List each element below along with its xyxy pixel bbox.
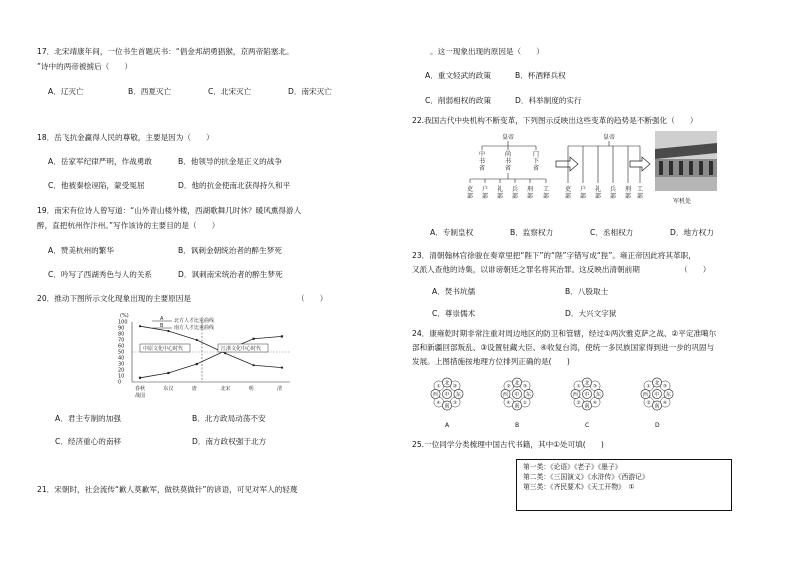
q25-row-2: 第二类：《三国演义》《水浒传》《西游记》 [523, 472, 649, 481]
q20-x-tick-label: 明 [248, 386, 254, 392]
q22-option-d: D．地方权力 [670, 228, 714, 237]
q18-stem: 18．岳飞抗金赢得人民的尊敬，主要是因为（ ） [37, 133, 214, 142]
q21-option-d: D．科举制度的实行 [515, 96, 582, 105]
q22-grand-council-photo [655, 131, 717, 207]
q19-option-d: D．讽刺南宋统治者的醉生梦死 [178, 270, 283, 279]
q22-middle-ministry-label: 工 [637, 186, 644, 193]
q20-zone-central-plains: 中原文化中心时代 [143, 346, 184, 352]
q17-stem-line2: ”诗中的两帝被掳后（ ） [37, 62, 133, 71]
q19-stem-line1: 19．南宋有位诗人曾写道：“山外青山楼外楼，西湖歌舞几时休？暖风熏得游人 [37, 206, 302, 215]
q24-direction-label: 东 [455, 391, 461, 398]
q24-direction-label: 东 [665, 391, 671, 398]
q22-middle-ministry-label: 部 [595, 193, 602, 200]
q21-option-a: A．重文轻武的政策 [425, 71, 491, 80]
q24-direction-label: 中 [444, 391, 450, 398]
q24-direction-label: 东 [595, 391, 601, 398]
q20-x-tick-label: 春秋 [135, 386, 146, 392]
q24-direction-label: 南 [444, 403, 450, 410]
q22-middle-ministry-label: 部 [625, 193, 632, 200]
q20-north-point [281, 367, 283, 369]
q24-direction-label: 北 [514, 380, 520, 387]
q24-direction-label: 西 [572, 391, 578, 398]
q22-left-ministry-label: 部 [482, 193, 489, 200]
q24-position-number: ③ [452, 401, 458, 406]
q24-direction-label: 中 [654, 391, 660, 398]
q21-stem: 21．宋朝时，社会流传“歉人莫歉军，做铁莫做针”的谚语，可见对军人的轻蔑 [37, 485, 298, 494]
q22-left-ministry-label: 户 [482, 186, 489, 193]
q20-y-tick-label: 80 [118, 331, 125, 338]
q22-left-ministry-label: 部 [543, 193, 550, 200]
q22-left-emperor: 皇帝 [502, 134, 515, 141]
q20-south-point [167, 372, 169, 374]
q20-x-tick-label: 清 [277, 386, 283, 392]
q18-option-a: A．岳家军纪律严明，作战勇敢 [48, 157, 152, 166]
q20-x-tick-label: 战国 [135, 393, 146, 399]
q24-position-number: ④ [592, 401, 598, 406]
q22-middle-ministry-label: 礼 [595, 186, 602, 193]
q22-left-province-label: 省 [533, 165, 540, 172]
q22-left-province-label: 省 [479, 165, 486, 172]
q24-direction-label: 北 [584, 380, 590, 387]
q24-position-number: ② [506, 384, 511, 390]
q22-middle-ministry-label: 部 [580, 193, 587, 200]
q19-option-b: B．讽刺金朝统治者的醉生梦死 [178, 246, 282, 255]
q20-y-tick-label: 40 [118, 355, 125, 362]
q24-direction-label: 中 [514, 391, 520, 398]
q24-position-number: ③ [522, 384, 528, 390]
q20-option-c: C．经济重心的南移 [55, 437, 122, 446]
q20-paren: （ ） [297, 294, 328, 303]
q22-left-province-label: 书 [505, 158, 512, 165]
q17-option-a: A．辽灭亡 [48, 87, 84, 96]
q25-book-table [516, 459, 732, 511]
q24-direction-label: 西 [502, 391, 508, 398]
q20-chart [110, 310, 310, 402]
q24-position-number: ④ [436, 401, 441, 406]
q20-legend-a-text: 北方人才比重曲线 [174, 318, 215, 324]
q20-y-tick-label: 70 [118, 337, 125, 344]
q24-compass-option [641, 378, 673, 429]
q18-option-c: C．他被秦桧诬陷，蒙受冤屈 [48, 181, 145, 190]
q24-direction-label: 东 [525, 391, 531, 398]
q24-option-letter: D [655, 422, 660, 429]
q21-option-b: B．杯酒释兵权 [515, 71, 566, 80]
q20-stem: 20．推动下图所示文化现象出现的主要原因是 [37, 294, 191, 303]
q21-option-c: C．削弱相权的政策 [425, 96, 492, 105]
q23-option-b: B．八股取士 [565, 287, 609, 296]
q20-south-point [196, 363, 198, 365]
q22-left-province-label: 门 [533, 151, 540, 158]
q20-x-tick-label: 北宋 [220, 386, 231, 392]
q22-left-ministry-label: 礼 [497, 186, 504, 193]
q20-north-point [139, 325, 141, 327]
q24-stem-line3: 发展。上图措施按地理方位排列正确的是( ) [412, 357, 570, 366]
q24-direction-label: 北 [654, 380, 660, 387]
q24-direction-label: 西 [432, 391, 438, 398]
q22-option-b: B．监察权力 [510, 228, 554, 237]
q20-y-tick-label: 0 [118, 379, 122, 386]
q24-position-number: ② [576, 401, 581, 406]
q23-paren: （ ） [680, 265, 711, 274]
q24-stem-line2: 部和新疆回部叛乱、③设置驻藏大臣、④收复台湾，使统一多民族国家得到进一步的巩固与 [412, 343, 715, 352]
q22-left-ministry-label: 兵 [512, 186, 519, 193]
q22-left-ministry-label: 部 [527, 193, 534, 200]
q22-left-ministry-label: 部 [467, 193, 474, 200]
q20-option-b: B．北方政局动荡不安 [192, 414, 266, 423]
q20-y-tick-label: 10 [118, 373, 125, 380]
q22-left-ministry-label: 部 [512, 193, 519, 200]
q17-option-d: D．南宋灭亡 [288, 87, 332, 96]
q22-left-ministry-label: 部 [497, 193, 504, 200]
q22-middle-emperor: 皇帝 [603, 134, 616, 141]
q24-stem-line1: 24．康雍乾时期非常注重对周边地区的防卫和管辖，经过①两次雅克萨之战、②平定准噶尔 [412, 329, 717, 338]
q20-north-point [224, 352, 226, 354]
q25-row-1: 第一类：《论语》《老子》《墨子》 [523, 463, 622, 471]
q24-position-number: ② [452, 384, 458, 390]
q22-option-c: C．丞相权力 [590, 228, 634, 237]
q22-middle-ministry-label: 吏 [565, 186, 572, 193]
q25-row-3: 第三类：《齐民要术》《天工开物》 ① [523, 482, 635, 491]
q20-south-point [281, 335, 283, 337]
q24-direction-label: 西 [642, 391, 648, 398]
q20-south-point [253, 338, 255, 340]
q23-option-d: D．大兴文字狱 [565, 309, 617, 318]
q20-option-d: D．南方政权强于北方 [192, 437, 267, 446]
q24-direction-label: 南 [584, 403, 590, 410]
q18-option-d: D．他的抗金使南北获得持久和平 [178, 181, 291, 190]
q22-left-province-label: 下 [533, 158, 540, 165]
q19-option-c: C．吟写了西湖秀色与人的关系 [48, 270, 153, 279]
q18-option-b: B．他领导的抗金是正义的战争 [178, 157, 282, 166]
q24-position-number: ③ [662, 384, 668, 390]
q17-option-c: C．北宋灭亡 [208, 87, 252, 96]
q21-stem-continued: 。这一现象出现的原因是（ ） [430, 47, 544, 56]
q22-stem: 22.我国古代中央机构不断变革，下列图示反映出这些变革的趋势是不断强化（ ） [412, 116, 698, 125]
q22-left-ministry-label: 吏 [467, 186, 474, 193]
q20-y-tick-label: 60 [118, 343, 125, 350]
q22-left-ministry-label: 工 [543, 186, 550, 193]
q24-position-number: ④ [662, 401, 668, 406]
q20-x-tick-label: 唐 [191, 386, 197, 392]
q24-position-number: ② [646, 401, 651, 406]
q24-compass-option [431, 378, 463, 429]
q24-direction-label: 中 [584, 391, 590, 398]
q20-y-tick-label: 30 [118, 361, 125, 368]
q22-middle-ministry-label: 户 [580, 186, 587, 193]
q24-position-number: ① [576, 384, 581, 390]
q20-option-a: A．君主专制的加强 [55, 414, 121, 423]
q20-north-point [167, 330, 169, 332]
q24-direction-label: 北 [444, 380, 450, 387]
q22-middle-ministry-label: 部 [610, 193, 617, 200]
q20-y-tick-label: 100 [118, 319, 128, 326]
q19-stem-line2: 醉，直把杭州作汴州。”写作该诗的主要目的是（ ） [37, 221, 220, 230]
q20-north-point [253, 364, 255, 366]
q24-position-number: ① [646, 384, 651, 390]
q20-zone-jiangzhe: 江浙文化中心时代 [221, 346, 262, 352]
q22-left-province-label: 尚 [505, 151, 512, 158]
q20-chart-yunit: (%) [120, 313, 129, 319]
q24-compass-option [501, 378, 533, 429]
q17-option-b: B．西夏灭亡 [128, 87, 172, 96]
q24-position-number: ③ [592, 384, 598, 390]
q24-direction-label: 南 [514, 403, 520, 410]
q20-south-point [139, 377, 141, 379]
q17-stem-line1: 17．北宋靖康年间，一位书生首题庆书：“倡金邦胡勇猖猴，京两帝陷塞北。 [37, 47, 294, 56]
q22-middle-ministry-label: 部 [637, 193, 644, 200]
q22-left-province-label: 书 [479, 158, 486, 165]
q19-option-a: A．赞美杭州的繁华 [48, 246, 114, 255]
q24-options-diagram [425, 370, 700, 432]
q20-legend-b-letter: B [160, 323, 164, 329]
q23-option-a: A．焚书坑儒 [432, 287, 476, 296]
q24-position-number: ④ [506, 401, 511, 406]
q22-arrow-icon [556, 157, 578, 171]
q24-option-letter: A [445, 422, 450, 429]
q24-direction-label: 南 [654, 403, 660, 410]
q22-left-province-label: 中 [479, 151, 486, 158]
q20-south-series-line [140, 336, 282, 377]
q24-option-letter: C [585, 422, 590, 429]
q23-option-c: C．尊崇儒术 [432, 309, 476, 318]
q20-north-point [196, 339, 198, 341]
q22-left-province-label: 省 [505, 165, 512, 172]
q20-y-tick-label: 20 [118, 367, 125, 374]
q20-legend-a-letter: A [160, 316, 164, 322]
q24-option-letter: B [515, 422, 520, 429]
q22-photo-caption: 军机处 [673, 198, 692, 205]
q22-middle-ministry-label: 兵 [610, 186, 617, 193]
q20-x-tick-label: 东汉 [163, 386, 174, 392]
q23-stem-line1: 23．清朝翰林官徐骏在奏章里把“陛下”的“陛”字错写成“狴”。雍正帝因此将其革职， [412, 251, 696, 260]
q25-stem: 25.一位同学分类梳理中国古代书籍，其中①处可填( ) [412, 440, 604, 449]
q20-legend-b-text: 南方人才比重曲线 [174, 325, 215, 331]
q24-compass-option [571, 378, 603, 429]
q23-stem-line2: 又派人查他的诗集，以诽谤朝廷之罪名将其治罪。这反映出清朝前期 [412, 265, 640, 274]
q22-middle-ministry-label: 部 [565, 193, 572, 200]
q24-position-number: ① [436, 384, 441, 390]
q20-y-tick-label: 90 [118, 325, 125, 332]
q22-left-ministry-label: 刑 [527, 186, 534, 193]
q22-middle-ministry-label: 刑 [625, 186, 632, 193]
q22-option-a: A．专制皇权 [430, 228, 474, 237]
q24-position-number: ① [522, 401, 528, 406]
q20-y-tick-label: 50 [118, 349, 125, 356]
